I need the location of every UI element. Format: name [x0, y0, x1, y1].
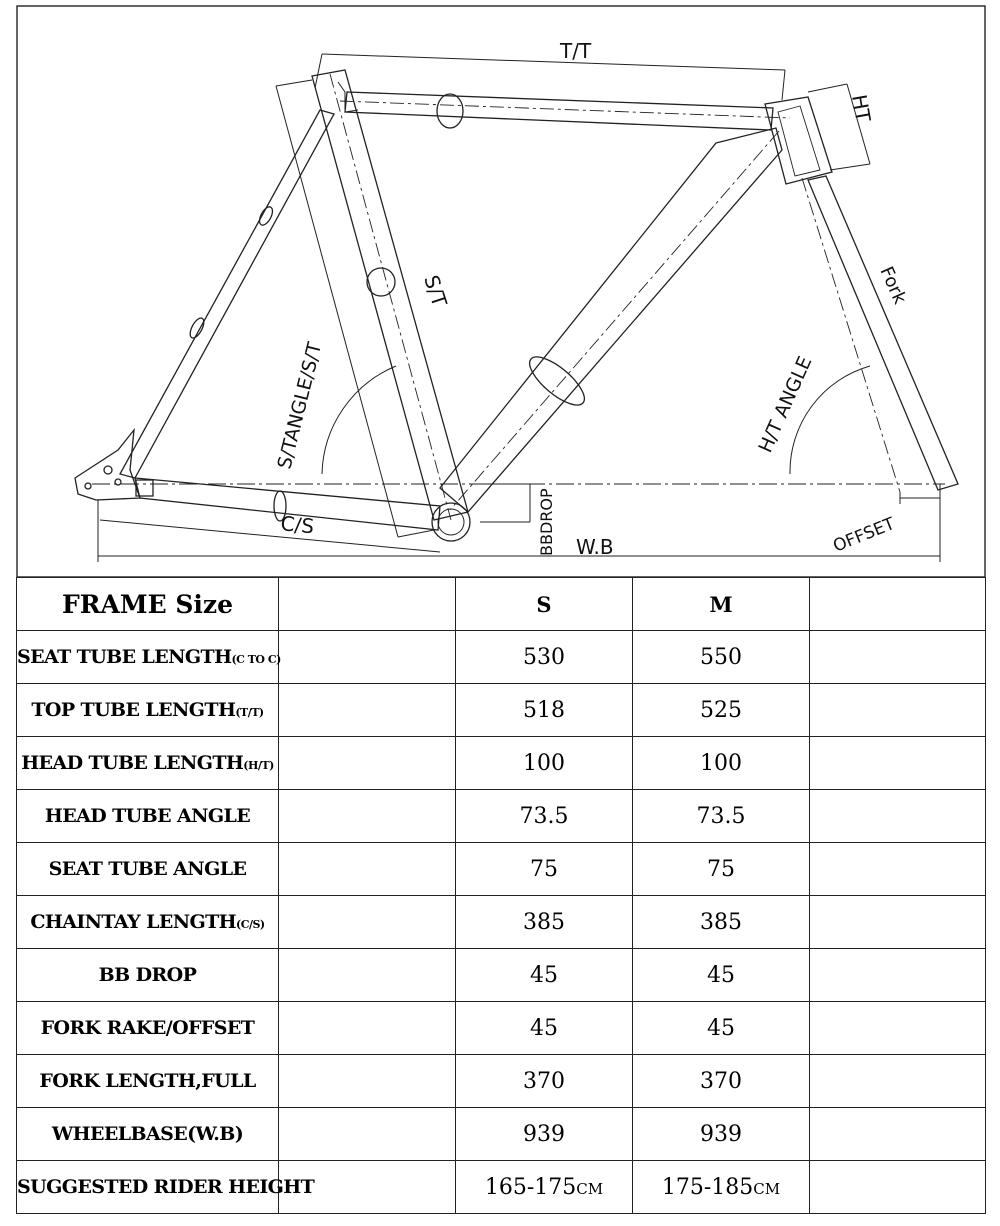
value-text: 75	[707, 856, 735, 882]
blank-cell	[810, 896, 986, 949]
blank-cell	[810, 1108, 986, 1161]
table-row	[17, 1161, 986, 1214]
row-label-text: SEAT TUBE ANGLE	[48, 858, 247, 880]
blank-cell	[279, 684, 456, 737]
value-text: 75	[530, 856, 558, 882]
table-row	[17, 949, 986, 1002]
frame-drawing	[0, 0, 1000, 578]
blank-cell	[810, 790, 986, 843]
row-label-suffix: (T/T)	[235, 706, 264, 719]
frame-size-table	[16, 577, 986, 1214]
blank-cell	[279, 631, 456, 684]
value-text: 530	[523, 644, 565, 670]
value-text: 45	[530, 962, 558, 988]
row-label-suffix: (C TO C)	[231, 653, 281, 666]
blank-cell	[279, 896, 456, 949]
size-s-value	[456, 631, 633, 684]
fork	[808, 176, 958, 490]
table-row	[17, 1108, 986, 1161]
size-m-value	[633, 737, 810, 790]
blank-cell	[810, 631, 986, 684]
size-s-value	[456, 1108, 633, 1161]
blank-cell	[810, 1161, 986, 1214]
row-label	[17, 631, 279, 684]
value-text: 45	[530, 1015, 558, 1041]
blank-cell	[810, 949, 986, 1002]
table-row	[17, 737, 986, 790]
diagram-border	[17, 6, 985, 577]
table-row	[17, 631, 986, 684]
value-text: 370	[700, 1068, 742, 1094]
size-m-value	[633, 1108, 810, 1161]
size-s-value	[456, 1055, 633, 1108]
row-label-text: FORK LENGTH,FULL	[39, 1070, 256, 1092]
head-tube	[765, 97, 832, 184]
row-label-text: FORK RAKE/OFFSET	[40, 1017, 255, 1039]
value-text: 939	[523, 1121, 565, 1147]
size-m-value	[633, 843, 810, 896]
size-m-value	[633, 631, 810, 684]
size-m-value	[633, 1055, 810, 1108]
value-text: 550	[700, 644, 742, 670]
size-s-value	[456, 790, 633, 843]
row-label	[17, 1002, 279, 1055]
cs-label: C/S	[279, 511, 316, 539]
table-header-row	[17, 578, 986, 631]
blank-cell	[279, 1002, 456, 1055]
size-s-value	[456, 949, 633, 1002]
size-m-header: M	[633, 578, 810, 631]
st-angle-label: S/TANGLE/S/T	[273, 340, 327, 472]
blank-cell	[810, 843, 986, 896]
down-tube	[440, 128, 782, 512]
row-label-text: HEAD TUBE LENGTH	[21, 752, 244, 774]
frame-geometry-diagram	[0, 0, 1000, 578]
fork-label: Fork	[875, 263, 911, 308]
size-s-value	[456, 684, 633, 737]
size-s-value	[456, 737, 633, 790]
frame-size-header: FRAME Size	[17, 578, 279, 631]
table-row	[17, 1002, 986, 1055]
blank-header-cell	[279, 578, 456, 631]
value-text: 525	[700, 697, 742, 723]
size-m-value	[633, 1002, 810, 1055]
value-text: 45	[707, 962, 735, 988]
value-text: 73.5	[696, 803, 746, 829]
row-label-suffix: (H/T)	[243, 759, 274, 772]
size-m-value	[633, 896, 810, 949]
top-tube	[345, 92, 773, 130]
ht-label: HT	[847, 92, 876, 124]
row-label	[17, 684, 279, 737]
size-m-value	[633, 790, 810, 843]
blank-cell	[279, 1108, 456, 1161]
row-label-text: SUGGESTED RIDER HEIGHT	[17, 1176, 315, 1198]
value-text: 385	[700, 909, 742, 935]
size-s-value	[456, 1002, 633, 1055]
row-label	[17, 1161, 315, 1214]
size-m-value	[633, 684, 810, 737]
blank-header-cell	[810, 578, 986, 631]
value-text: 370	[523, 1068, 565, 1094]
row-label-suffix: (C/S)	[236, 918, 265, 931]
unit-text: CM	[753, 1179, 781, 1198]
row-label-text: WHEELBASE(W.B)	[51, 1123, 244, 1145]
value-text: 73.5	[519, 803, 569, 829]
row-label	[17, 1055, 279, 1108]
blank-cell	[810, 684, 986, 737]
size-s-value	[456, 896, 633, 949]
row-label	[17, 949, 279, 1002]
bbdrop-label: BBDROP	[537, 488, 556, 556]
blank-cell	[279, 737, 456, 790]
row-label-text: CHAINTAY LENGTH	[30, 911, 237, 933]
row-label-text: TOP TUBE LENGTH	[31, 699, 236, 721]
table-row	[17, 1055, 986, 1108]
row-label-text: BB DROP	[98, 964, 197, 986]
frame-outline	[75, 70, 958, 541]
value-text: 175-185	[661, 1174, 754, 1200]
row-label-text: HEAD TUBE ANGLE	[44, 805, 251, 827]
value-text: 45	[707, 1015, 735, 1041]
offset-label: OFFSET	[830, 513, 898, 557]
blank-cell	[279, 790, 456, 843]
blank-cell	[279, 843, 456, 896]
row-label	[17, 737, 279, 790]
ht-angle-label: H/T ANGLE	[754, 353, 817, 457]
row-label	[17, 790, 279, 843]
table-row	[17, 684, 986, 737]
dropout	[75, 430, 140, 500]
blank-cell	[279, 949, 456, 1002]
size-m-value	[633, 949, 810, 1002]
value-text: 385	[523, 909, 565, 935]
size-s-value	[456, 1161, 633, 1214]
row-label	[17, 1108, 279, 1161]
table-row	[17, 896, 986, 949]
row-label	[17, 843, 279, 896]
value-text: 100	[700, 750, 742, 776]
row-label-text: SEAT TUBE LENGTH	[17, 646, 232, 668]
blank-cell	[810, 1002, 986, 1055]
table-row	[17, 843, 986, 896]
value-text: 518	[523, 697, 565, 723]
st-label: S/T	[419, 272, 452, 310]
blank-cell	[810, 737, 986, 790]
size-s-header: S	[456, 578, 633, 631]
value-text: 100	[523, 750, 565, 776]
size-m-value	[633, 1161, 810, 1214]
wb-label: W.B	[576, 535, 614, 559]
size-s-value	[456, 843, 633, 896]
row-label	[17, 896, 279, 949]
value-text: 165-175	[484, 1174, 577, 1200]
value-text: 939	[700, 1121, 742, 1147]
tt-label: T/T	[560, 39, 592, 63]
blank-cell	[810, 1055, 986, 1108]
blank-cell	[279, 1055, 456, 1108]
table-row	[17, 790, 986, 843]
unit-text: CM	[576, 1179, 604, 1198]
